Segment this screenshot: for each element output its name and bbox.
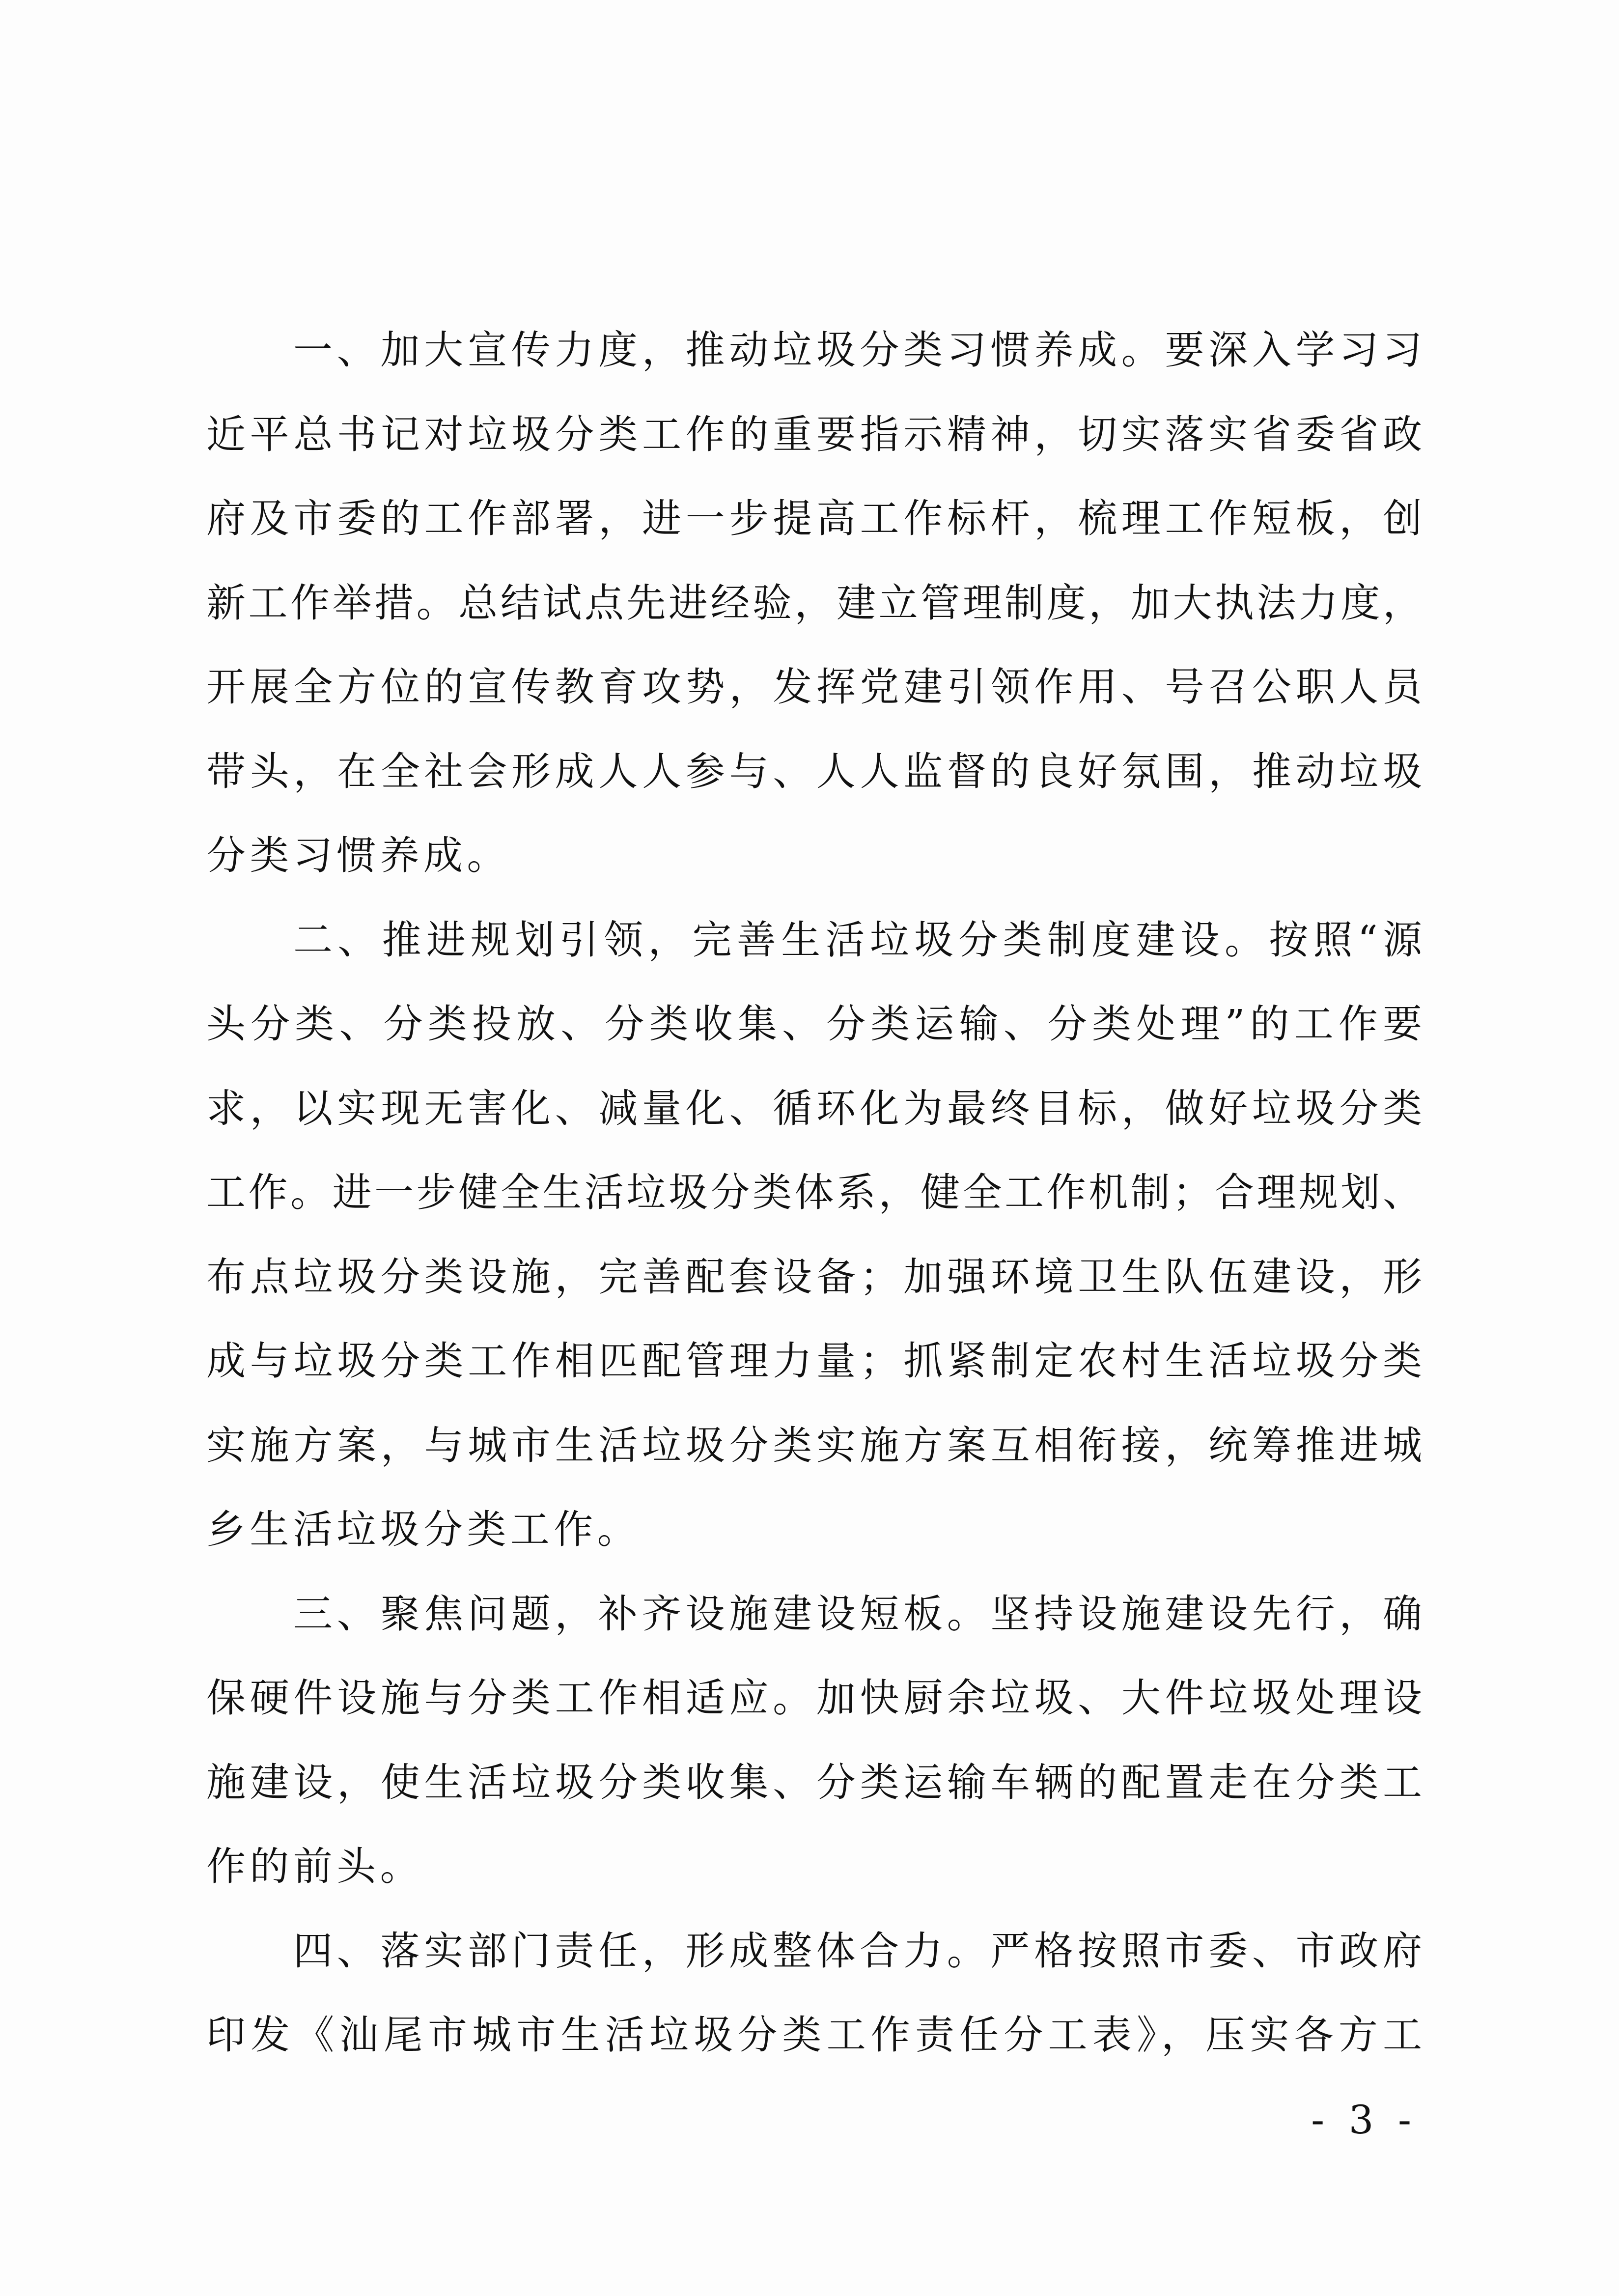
document-body <box>206 308 1422 2077</box>
text-line: 施建设，使生活垃圾分类收集、分类运输车辆的配置走在分类工 <box>206 1759 1422 1805</box>
text-line: 实施方案，与城市生活垃圾分类实施方案互相衔接，统筹推进城 <box>206 1422 1422 1468</box>
text-line: 布点垃圾分类设施，完善配套设备；加强环境卫生队伍建设，形 <box>206 1254 1422 1300</box>
text-line: 一、加大宣传力度，推动垃圾分类习惯养成。要深入学习习 <box>293 327 1422 373</box>
text-line: 求，以实现无害化、减量化、循环化为最终目标，做好垃圾分类 <box>206 1085 1422 1131</box>
text-line: 开展全方位的宣传教育攻势，发挥党建引领作用、号召公职人员 <box>206 664 1422 710</box>
paragraph-2 <box>206 898 1422 1572</box>
text-line: 带头，在全社会形成人人参与、人人监督的良好氛围，推动垃圾 <box>206 748 1422 794</box>
text-line: 四、落实部门责任，形成整体合力。严格按照市委、市政府 <box>293 1928 1422 1974</box>
text-line: 府及市委的工作部署，进一步提高工作标杆，梳理工作短板，创 <box>206 496 1422 541</box>
text-line: 近平总书记对垃圾分类工作的重要指示精神，切实落实省委省政 <box>206 411 1422 457</box>
text-line: 工作。进一步健全生活垃圾分类体系，健全工作机制；合理规划、 <box>206 1170 1422 1215</box>
text-line: 印发《汕尾市城市生活垃圾分类工作责任分工表》，压实各方工 <box>206 2012 1422 2058</box>
paragraph-3 <box>206 1572 1422 1909</box>
page-number: - 3 - <box>1311 2097 1417 2143</box>
paragraph-4 <box>206 1909 1422 2077</box>
text-line: 新工作举措。总结试点先进经验，建立管理制度，加大执法力度， <box>206 580 1422 626</box>
text-line: 成与垃圾分类工作相匹配管理力量；抓紧制定农村生活垃圾分类 <box>206 1338 1422 1384</box>
paragraph-1 <box>206 308 1422 898</box>
text-line: 头分类、分类投放、分类收集、分类运输、分类处理”的工作要 <box>206 1001 1422 1047</box>
text-line: 乡生活垃圾分类工作。 <box>206 1507 641 1552</box>
text-line: 三、聚焦问题，补齐设施建设短板。坚持设施建设先行，确 <box>293 1591 1422 1637</box>
text-line: 二、推进规划引领，完善生活垃圾分类制度建设。按照“源 <box>293 917 1422 963</box>
text-line: 保硬件设施与分类工作相适应。加快厨余垃圾、大件垃圾处理设 <box>206 1675 1422 1721</box>
text-line: 分类习惯养成。 <box>206 833 510 878</box>
text-line: 作的前头。 <box>206 1844 423 1889</box>
